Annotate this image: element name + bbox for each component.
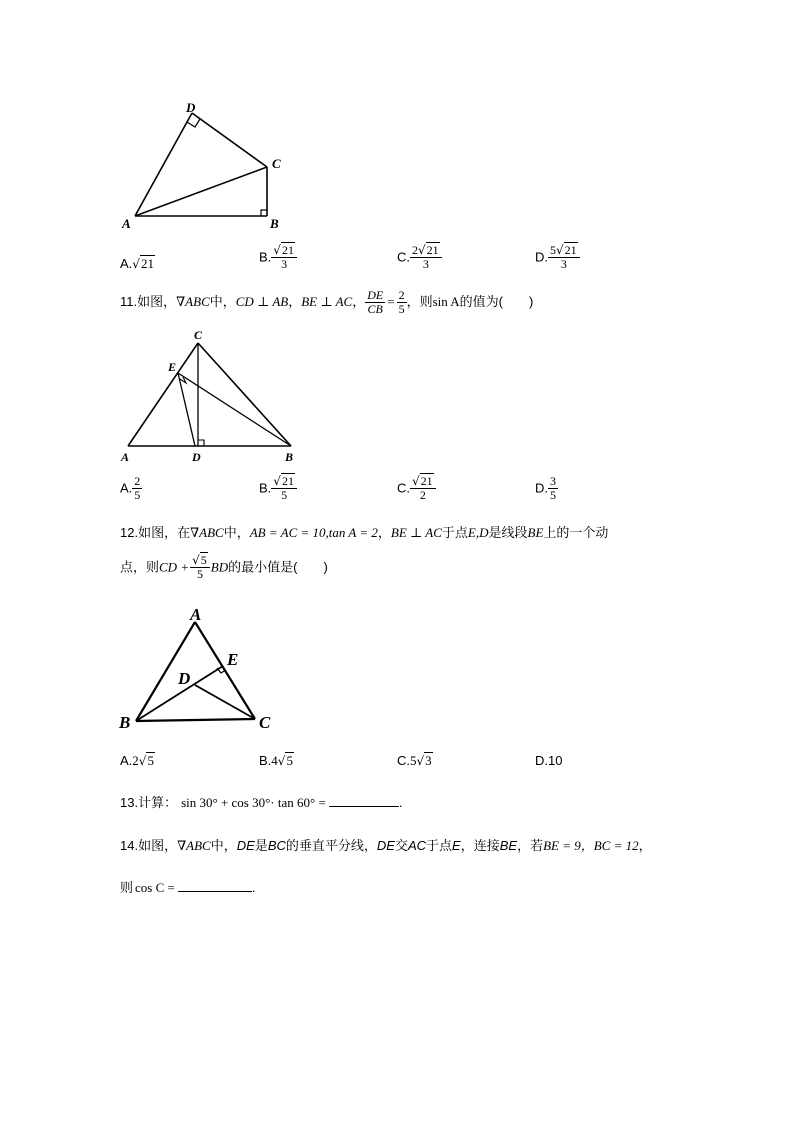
q10-option-a[interactable]: A.√21 (120, 256, 154, 271)
q11-option-a[interactable]: A. $\frac{2}{5}$ (120, 474, 141, 502)
label-e: E (168, 360, 177, 374)
label-e: E (227, 650, 239, 669)
label-a: A (190, 605, 202, 624)
label-a: A (122, 216, 131, 231)
q12-option-a[interactable]: A.2√5 (120, 753, 154, 768)
label-d: D (186, 100, 196, 115)
label-c: C (259, 713, 271, 732)
question-12-line-2: 点，则CD + $\frac{√5}{5}$ BD的最小值是( ) (120, 553, 328, 581)
q11-option-d[interactable]: D. $\frac{3}{5}$ (535, 474, 556, 502)
question-14-line-2: 则 cos C = . (120, 880, 256, 895)
label-b: B (270, 216, 279, 231)
label-d: D (192, 450, 201, 464)
q10-option-b[interactable]: B. $\frac{√21}{3}$ (259, 244, 297, 271)
figure-q10 (115, 100, 295, 232)
label-b: B (119, 713, 131, 732)
label-d: D (178, 669, 191, 688)
label-c: C (194, 328, 203, 342)
answer-blank-13[interactable] (329, 806, 399, 807)
figure-q11 (115, 325, 305, 467)
question-11: 11.如图，∇ABC中，CD ⊥ AB，BE ⊥ AC， $\frac{DE}{CB}$ = $\frac{2}{5}$ ，则sin A的值为( ) (120, 288, 534, 316)
figure-q12 (115, 600, 285, 740)
q10-option-c[interactable]: C. $\frac{2√21}{3}$ (397, 244, 442, 271)
label-a: A (121, 450, 130, 464)
question-14-line-1: 14.如图，∇ABC中，DE是BC的垂直平分线，DE交AC于点E，连接BE，若BE = 9，BC = 12， (120, 838, 652, 853)
q10-option-d[interactable]: D. $\frac{5√21}{3}$ (535, 244, 580, 271)
q11-option-c[interactable]: C. $\frac{√21}{2}$ (397, 475, 436, 502)
q12-option-c[interactable]: C.5√3 (397, 753, 432, 768)
answer-blank-14[interactable] (178, 891, 252, 892)
question-13: 13.计算： sin 30° + cos 30°· tan 60° = . (120, 795, 403, 810)
q12-option-d[interactable]: D.10 (535, 753, 563, 768)
label-c: C (272, 156, 281, 171)
q12-option-b[interactable]: B.4√5 (259, 753, 293, 768)
q11-option-b[interactable]: B. $\frac{√21}{5}$ (259, 475, 297, 502)
label-b: B (285, 450, 294, 464)
question-12-line-1: 12.如图，在∇ABC中，AB = AC = 10,tan A = 2，BE ⊥ AC于点E,D是线段BE上的一个动 (120, 525, 609, 540)
